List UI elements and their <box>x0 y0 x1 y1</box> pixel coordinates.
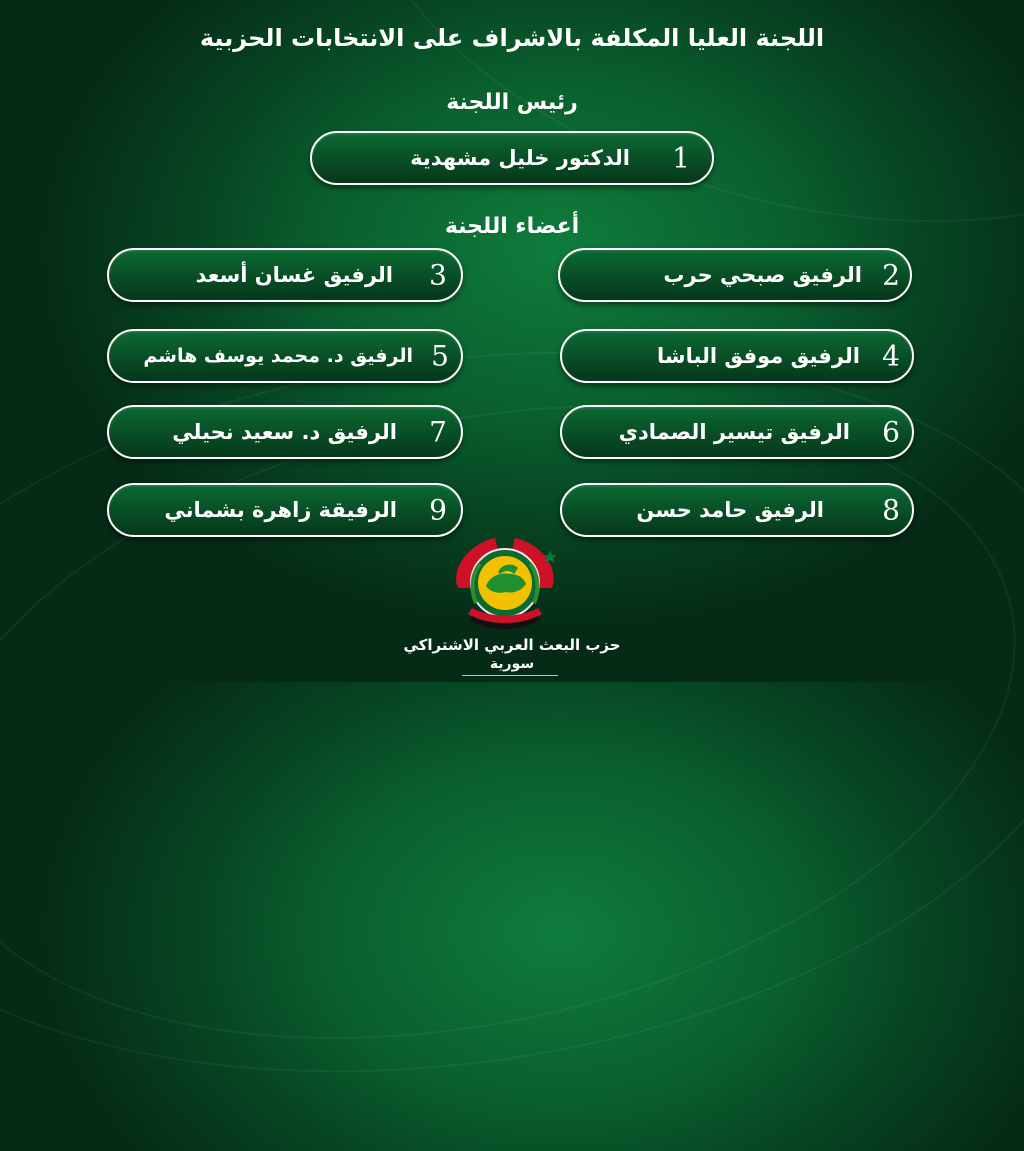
card-number: 8 <box>882 493 900 527</box>
members-heading: أعضاء اللجنة <box>444 214 580 239</box>
card-number: 6 <box>882 415 900 449</box>
card-name: الرفيق د. محمد يوسف هاشم <box>143 345 413 367</box>
card-number: 7 <box>429 415 447 449</box>
card-number: 5 <box>431 339 449 373</box>
card-name: الرفيقة زاهرة بشماني <box>164 498 397 522</box>
card-number: 1 <box>672 141 690 175</box>
member-card <box>107 483 463 537</box>
chairman-card <box>310 131 714 185</box>
member-card <box>560 483 914 537</box>
card-name: الرفيق حامد حسن <box>636 498 824 522</box>
member-card <box>558 248 912 302</box>
member-card <box>560 405 914 459</box>
page-title: اللجنة العليا المكلفة بالاشراف على الانتخابات الحزبية <box>199 24 825 52</box>
card-number: 9 <box>429 493 447 527</box>
member-card <box>560 329 914 383</box>
country-name: سورية <box>489 656 535 672</box>
card-number: 2 <box>882 258 900 292</box>
card-name: الرفيق غسان أسعد <box>195 263 393 287</box>
member-card <box>107 248 463 302</box>
card-number: 3 <box>429 258 447 292</box>
footer-underline <box>462 675 558 676</box>
card-name: الدكتور خليل مشهدية <box>410 146 630 170</box>
card-name: الرفيق تيسير الصمادي <box>618 420 850 444</box>
member-card <box>107 405 463 459</box>
card-name: الرفيق صبحي حرب <box>663 263 862 287</box>
card-number: 4 <box>882 339 900 373</box>
card-name: الرفيق د. سعيد نحيلي <box>172 420 397 444</box>
baath-party-emblem-icon <box>440 528 570 633</box>
party-name: حزب البعث العربي الاشتراكي <box>403 636 621 654</box>
member-card <box>107 329 463 383</box>
chairman-heading: رئيس اللجنة <box>446 90 578 115</box>
card-name: الرفيق موفق الباشا <box>657 344 860 368</box>
